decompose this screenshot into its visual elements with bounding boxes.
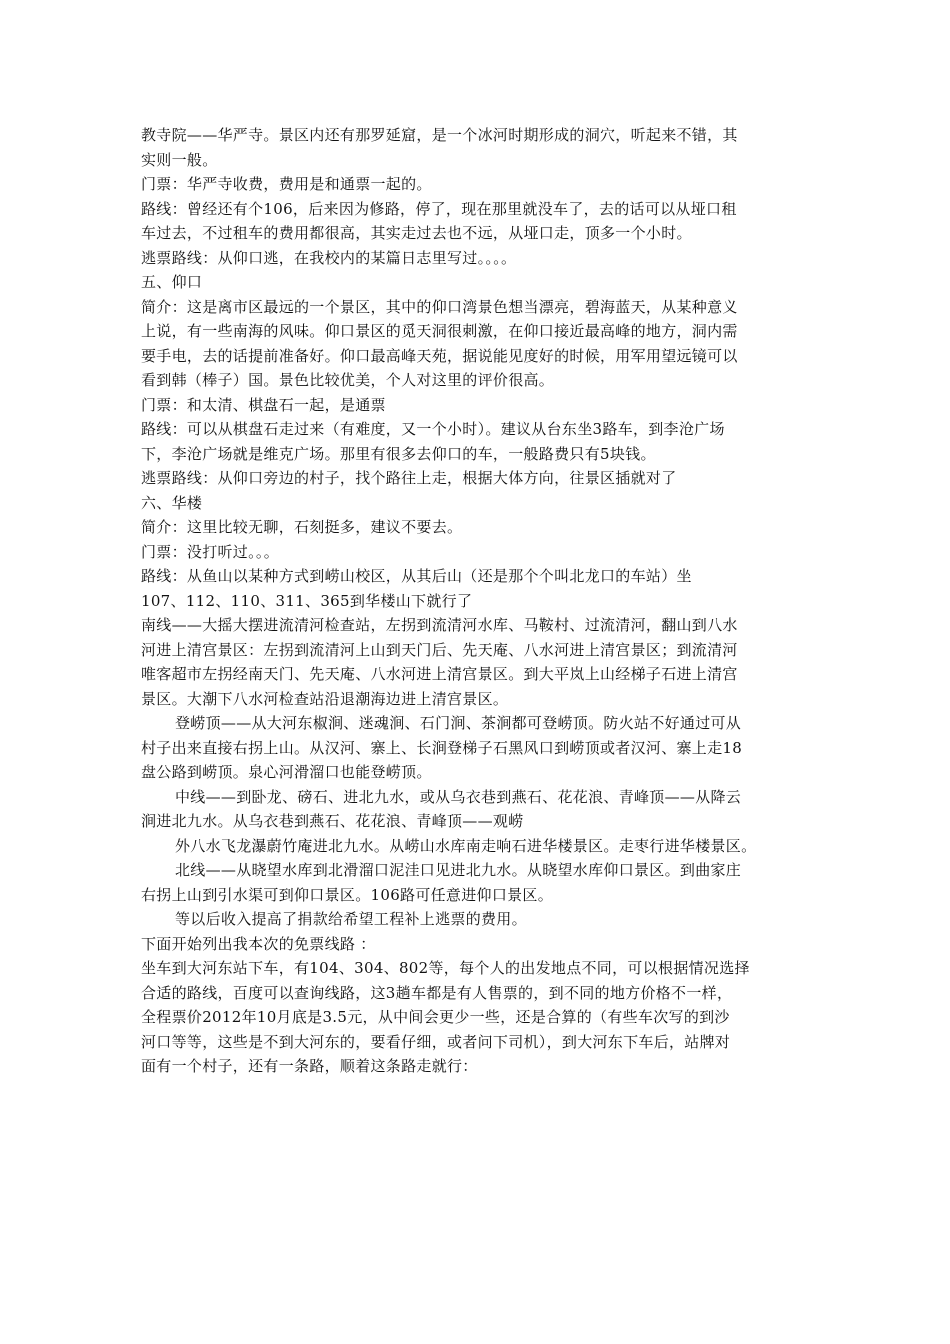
text-line: 登崂顶——从大河东椒涧、迷魂涧、石门涧、茶涧都可登崂顶。防火站不好通过可从 — [175, 714, 742, 732]
text-line: 外八水飞龙瀑蔚竹庵进北九水。从崂山水库南走响石进华楼景区。走枣行进华楼景区。 — [175, 836, 757, 855]
text-line: 河进上清宫景区：左拐到流清河上山到天门后、先天庵、八水河进上清宫景区；到流清河 — [141, 640, 738, 659]
text-line: 实则一般。 — [141, 150, 218, 169]
text-line: 简介：这里比较无聊，石刻挺多，建议不要去。 — [141, 518, 463, 536]
text-line: 中线——到卧龙、磅石、进北九水，或从乌衣巷到燕石、花花浪、青峰顶——从降云 — [175, 787, 742, 806]
text-line: 简介：这是离市区最远的一个景区，其中的仰口湾景色想当漂亮，碧海蓝天，从某种意义 — [141, 297, 738, 316]
text-line: 等以后收入提高了捐款给希望工程补上逃票的费用。 — [175, 910, 527, 928]
text-line: 逃票路线：从仰口逃，在我校内的某篇日志里写过。。。。 — [141, 248, 517, 267]
text-line: 车过去，不过租车的费用都很高，其实走过去也不远，从垭口走，顶多一个小时。 — [141, 224, 692, 242]
text-line: 五、仰口 — [141, 273, 203, 291]
text-line: 下，李沧广场就是维克广场。那里有很多去仰口的车，一般路费只有5块钱。 — [141, 444, 656, 463]
text-line: 门票：和太清、棋盘石一起，是通票 — [141, 395, 386, 414]
text-line: 全程票价2012年10月底是3.5元，从中间会更少一些，还是合算的（有些车次写的到沙 — [141, 1008, 730, 1026]
text-line: 南线——大摇大摆进流清河检查站，左拐到流清河水库、马鞍村、过流清河，翻山到八水 — [141, 616, 738, 634]
text-line: 路线：从鱼山以某种方式到崂山校区，从其后山（还是那个个叫北龙口的车站）坐 — [141, 567, 692, 585]
text-line: 盘公路到崂顶。泉心河滑溜口也能登崂顶。 — [141, 763, 432, 781]
text-line: 看到韩（棒子）国。景色比较优美，个人对这里的评价很高。 — [141, 371, 555, 389]
text-line: 北线——从晓望水库到北滑溜口泥洼口见进北九水。从晓望水库仰口景区。到曲家庄 — [175, 861, 742, 879]
text-line: 涧进北九水。从乌衣巷到燕石、花花浪、青峰顶——观崂 — [141, 812, 524, 830]
text-line: 面有一个村子，还有一条路，顺着这条路走就行： — [141, 1057, 478, 1075]
text-line: 上说，有一些南海的风味。仰口景区的觅天洞很刺激，在仰口接近最高峰的地方，洞内需 — [141, 322, 738, 340]
text-line: 路线：可以从棋盘石走过来（有难度，又一个小时）。建议从台东坐3路车，到李沧广场 — [141, 420, 725, 438]
text-line: 路线：曾经还有个106，后来因为修路，停了，现在那里就没车了，去的话可以从垭口租 — [141, 199, 737, 218]
text-line: 唯客超市左拐经南天门、先天庵、八水河进上清宫景区。到大平岚上山经梯子石进上清宫 — [141, 665, 738, 683]
text-line: 要手电，去的话提前准备好。仰口最高峰天苑，据说能见度好的时候，用军用望远镜可以 — [141, 346, 738, 365]
text-line: 107、112、110、311、365到华楼山下就行了 — [141, 591, 473, 610]
document-body — [141, 123, 809, 1079]
text-line: 景区。大潮下八水河检查站沿退潮海边进上清宫景区。 — [141, 689, 509, 708]
text-line: 门票：华严寺收费，费用是和通票一起的。 — [141, 175, 432, 193]
text-line: 坐车到大河东站下车，有104、304、802等，每个人的出发地点不同，可以根据情况选择 — [141, 959, 750, 977]
text-line: 下面开始列出我本次的免票线路 ： — [141, 934, 376, 953]
text-line: 门票：没打听过。。。 — [141, 542, 280, 561]
text-line: 村子出来直接右拐上山。从汉河、寨上、长涧登梯子石黑风口到崂顶或者汉河、寨上走18 — [141, 738, 743, 757]
text-line: 六、华楼 — [141, 493, 203, 512]
text-line: 右拐上山到引水渠可到仰口景区。106路可任意进仰口景区。 — [141, 885, 554, 904]
text-line: 河口等等，这些是不到大河东的，要看仔细，或者问下司机），到大河东下车后，站牌对 — [141, 1032, 731, 1051]
text-line: 合适的路线，百度可以查询线路，这3趟车都是有人售票的，到不同的地方价格不一样， — [141, 983, 733, 1002]
text-line: 逃票路线：从仰口旁边的村子，找个路往上走，根据大体方向，往景区插就对了 — [141, 469, 677, 487]
text-line: 教寺院——华严寺。景区内还有那罗延窟，是一个冰河时期形成的洞穴，听起来不错，其 — [141, 126, 738, 144]
